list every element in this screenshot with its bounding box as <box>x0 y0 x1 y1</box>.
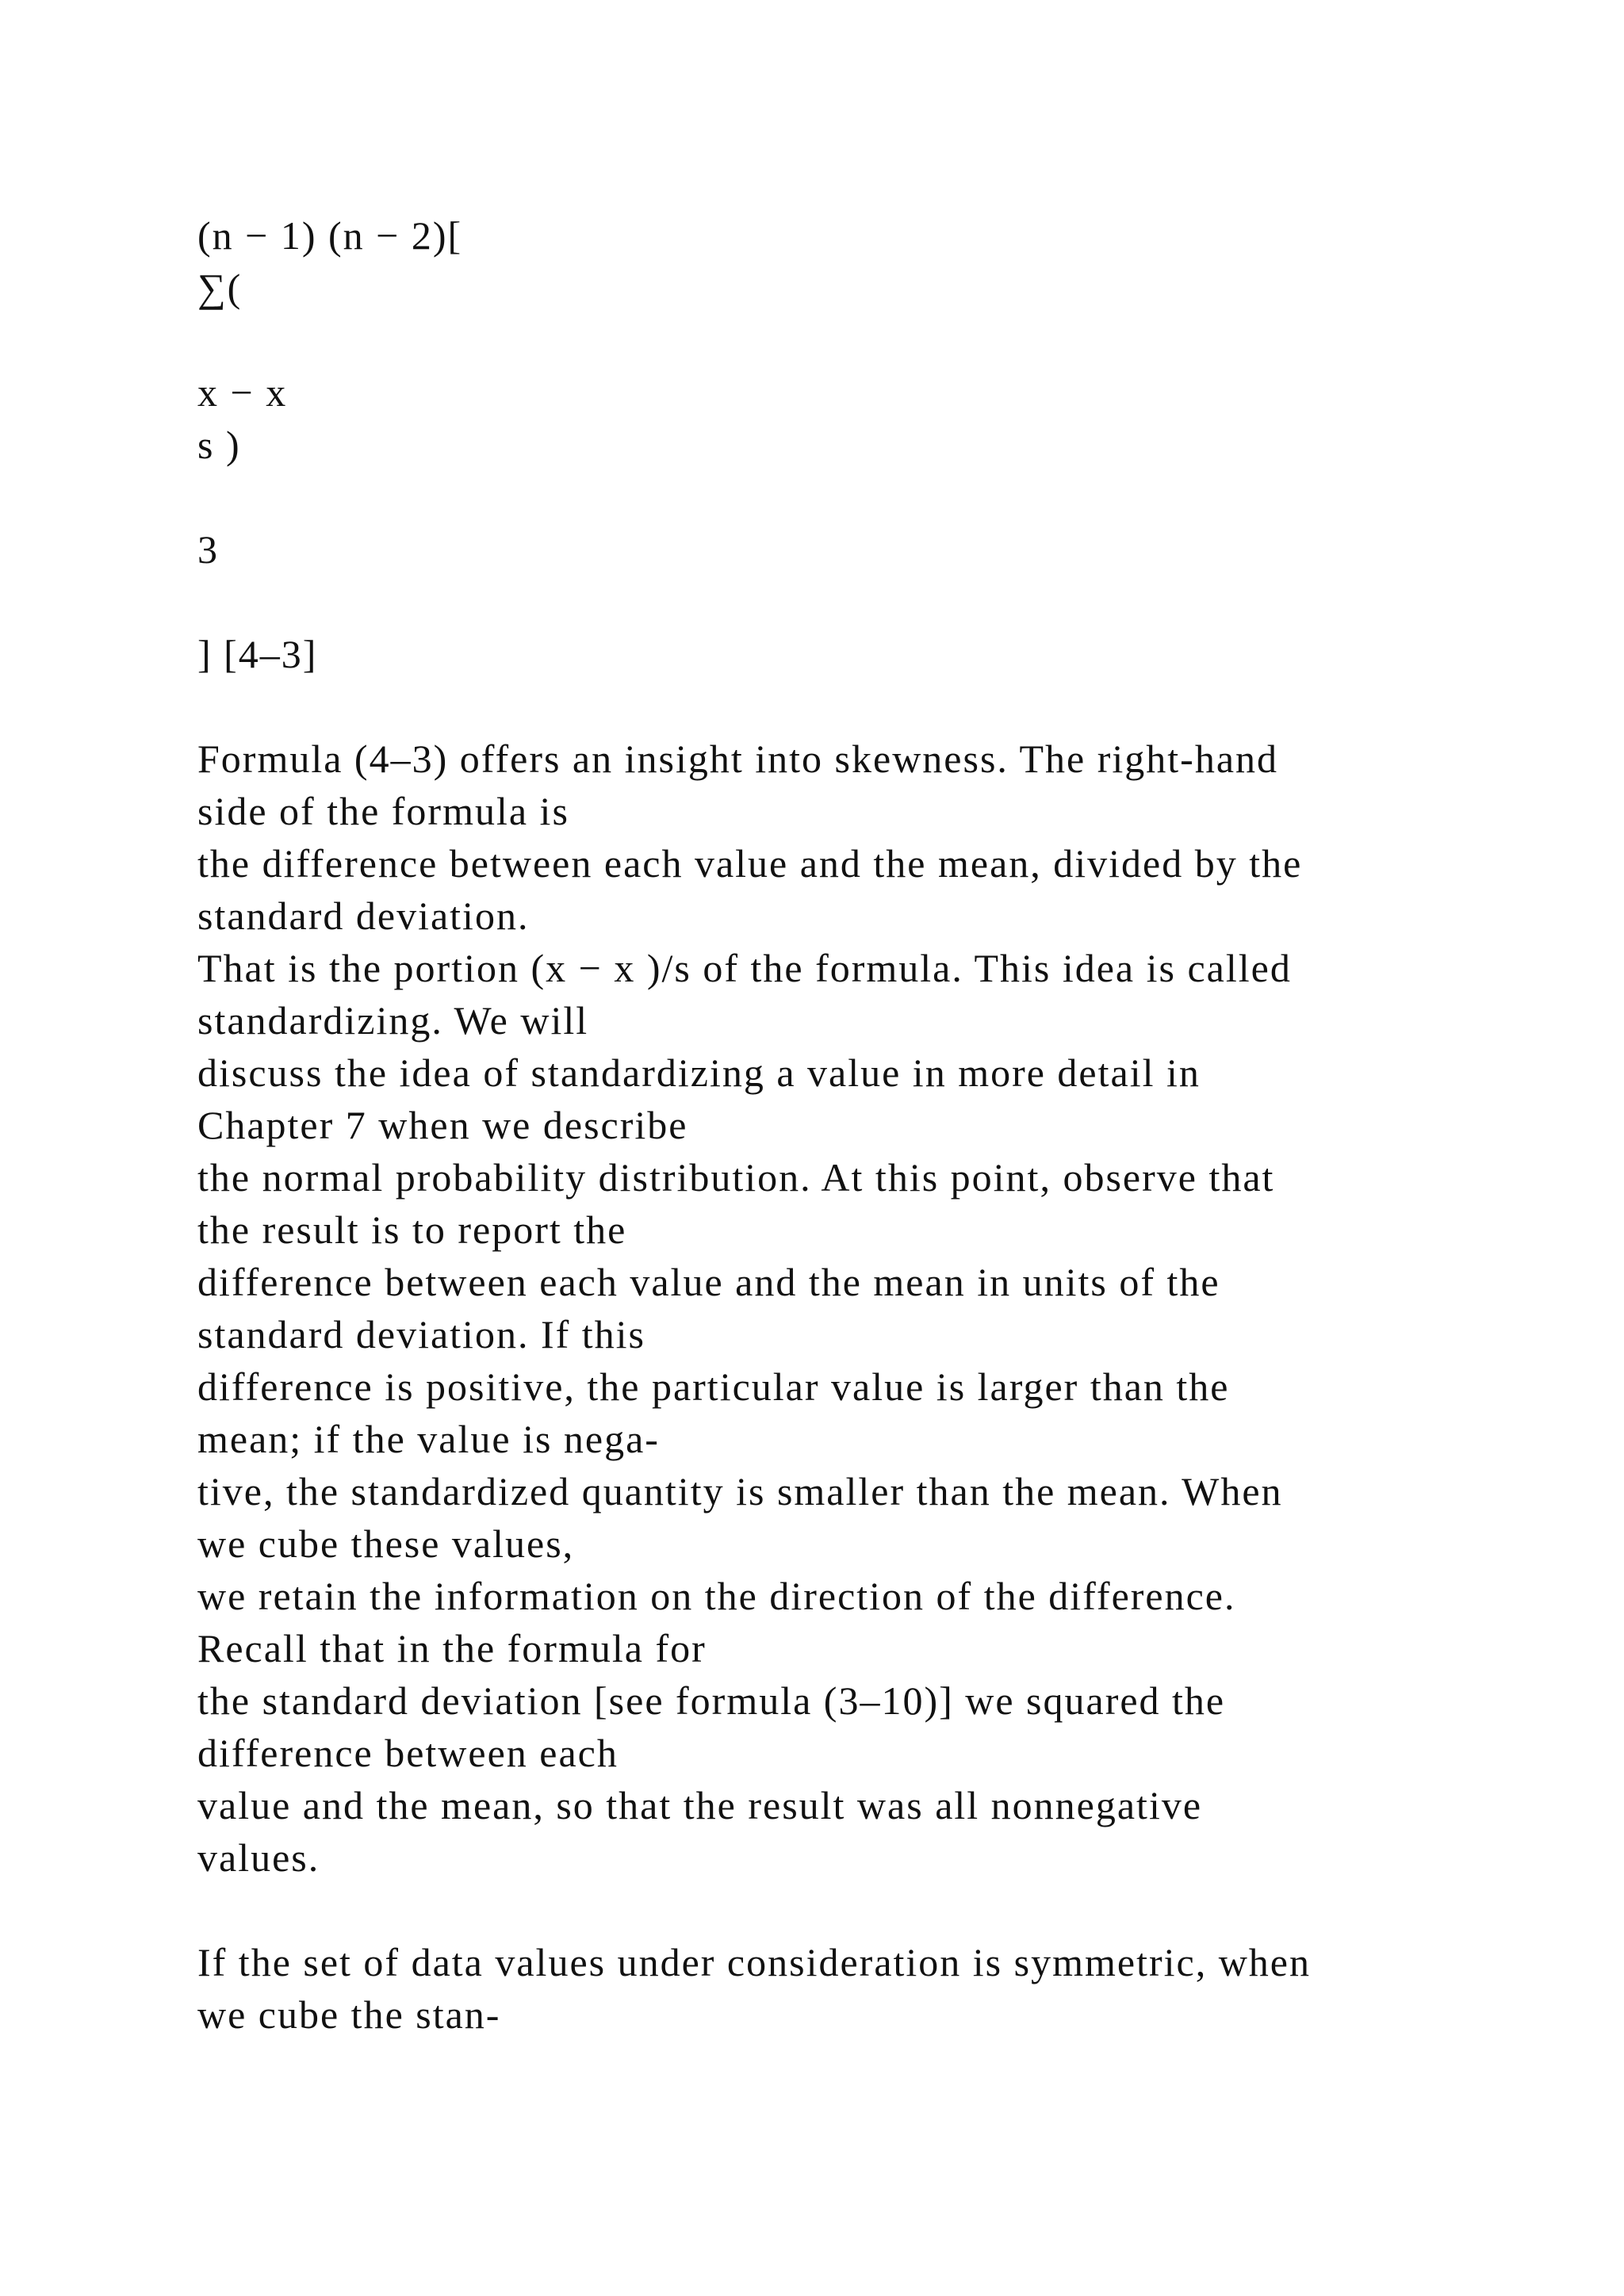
formula-line: ∑( <box>197 266 243 310</box>
paragraph-line: discuss the idea of standardizing a value in more detail in <box>197 1050 1201 1095</box>
blank-line <box>197 1884 1545 1936</box>
paragraph-line: Formula (4–3) offers an insight into skewness. The right-hand <box>197 737 1279 781</box>
paragraph-line: side of the formula is <box>197 789 569 833</box>
formula-line: s ) <box>197 423 241 467</box>
paragraph-line: Recall that in the formula for <box>197 1626 707 1670</box>
paragraph-line: Chapter 7 when we describe <box>197 1103 688 1147</box>
document-text <box>197 209 1545 2041</box>
blank-line <box>197 680 1545 733</box>
paragraph-line: the normal probability distribution. At this point, observe that <box>197 1155 1275 1200</box>
paragraph-line: difference is positive, the particular value is larger than the <box>197 1364 1230 1409</box>
paragraph-line: values. <box>197 1835 320 1880</box>
paragraph-line: mean; if the value is nega- <box>197 1417 660 1461</box>
paragraph-line: the standard deviation [see formula (3–10)] we squared the <box>197 1678 1226 1723</box>
paragraph-line: we cube the stan- <box>197 1992 501 2037</box>
paragraph-line: standard deviation. <box>197 894 530 938</box>
paragraph-line: tive, the standardized quantity is smaller than the mean. When <box>197 1469 1283 1513</box>
paragraph-line: difference between each value and the mean in units of the <box>197 1260 1220 1304</box>
paragraph-line: the difference between each value and the mean, divided by the <box>197 841 1303 886</box>
paragraph-line: the result is to report the <box>197 1207 627 1252</box>
paragraph-line: standard deviation. If this <box>197 1312 645 1357</box>
paragraph-line: difference between each <box>197 1731 619 1775</box>
paragraph-line: standardizing. We will <box>197 998 589 1043</box>
formula-line: ] [4–3] <box>197 632 318 676</box>
paragraph-line: That is the portion (x − x )/s of the formula. This idea is called <box>197 946 1292 990</box>
paragraph-line: value and the mean, so that the result was all nonnegative <box>197 1783 1203 1827</box>
blank-line <box>197 576 1545 628</box>
paragraph-line: If the set of data values under consideration is symmetric, when <box>197 1940 1312 1984</box>
formula-line: (n − 1) (n − 2)[ <box>197 213 463 258</box>
paragraph-line: we cube these values, <box>197 1521 575 1566</box>
formula-line: x − x <box>197 370 288 415</box>
blank-line <box>197 314 1545 366</box>
paragraph-line: we retain the information on the direction of the difference. <box>197 1574 1236 1618</box>
blank-line <box>197 471 1545 523</box>
formula-line: 3 <box>197 527 219 572</box>
